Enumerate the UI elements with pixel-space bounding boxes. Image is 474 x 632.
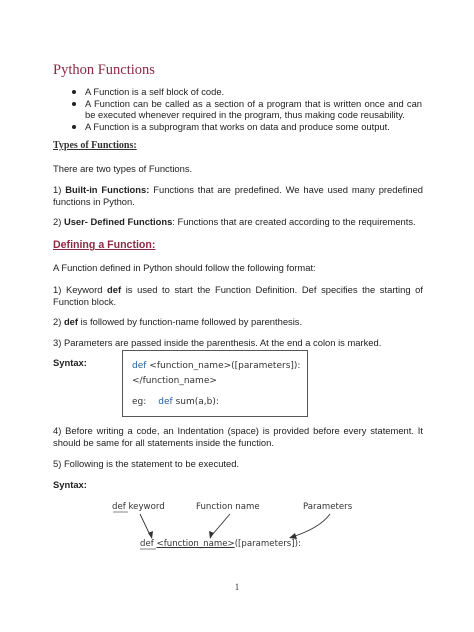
page-title: Python Functions	[53, 62, 155, 78]
arrow-def-keyword	[140, 514, 150, 535]
arrow-lines	[140, 514, 330, 537]
defining-heading: Defining a Function:	[53, 239, 156, 251]
code-line-2: </function_name>	[132, 376, 217, 386]
diagram-label-parameters: Parameters	[303, 502, 353, 512]
diagram-label-def-keyword: def keyword	[112, 502, 165, 512]
defining-intro: A Function defined in Python should follow the following format:	[53, 262, 316, 273]
arrow-parameters	[292, 514, 330, 537]
list-item: A Function is a self block of code.	[72, 86, 422, 98]
rule-4: 4) Before writing a code, an Indentation (space) is provided before every statement. It should be same for all statements inside the function.	[53, 425, 423, 448]
rule-5: 5) Following is the statement to be executed.	[53, 458, 240, 469]
page-number: 1	[234, 582, 240, 592]
code-line-1: def <function_name>([parameters]):	[132, 361, 301, 371]
rule-3: 3) Parameters are passed inside the parenthesis. At the end a colon is marked.	[53, 337, 382, 348]
diagram-label-function-name: Function name	[196, 502, 260, 512]
list-item: A Function is a subprogram that works on data and produce some output.	[72, 121, 422, 133]
code-line-3: eg: def sum(a,b):	[132, 397, 219, 407]
builtin-paragraph: 1) Built-in Functions: Functions that are predefined. We have used many predefined functions in Python.	[53, 184, 424, 207]
arrowhead-icon	[209, 531, 214, 539]
types-heading: Types of Functions:	[53, 140, 137, 151]
diagram-code-line: def <function_name>([parameters]):	[140, 539, 301, 549]
types-intro: There are two types of Functions.	[53, 163, 193, 174]
userdef-paragraph: 2) User- Defined Functions: Functions that are created according to the requirements.	[53, 216, 416, 227]
list-item: A Function can be called as a section of a program that is written once and can be executed whenever required in the program, thus making code reusability.	[72, 98, 422, 121]
arrow-function-name	[212, 514, 230, 535]
syntax-label-2: Syntax:	[53, 479, 87, 490]
arrow-heads	[148, 531, 297, 539]
syntax-label: Syntax:	[53, 357, 87, 368]
rule-1: 1) Keyword def is used to start the Function Definition. Def specifies the starting of Function block.	[53, 284, 423, 307]
rule-2: 2) def is followed by function-name followed by parenthesis.	[53, 316, 303, 327]
